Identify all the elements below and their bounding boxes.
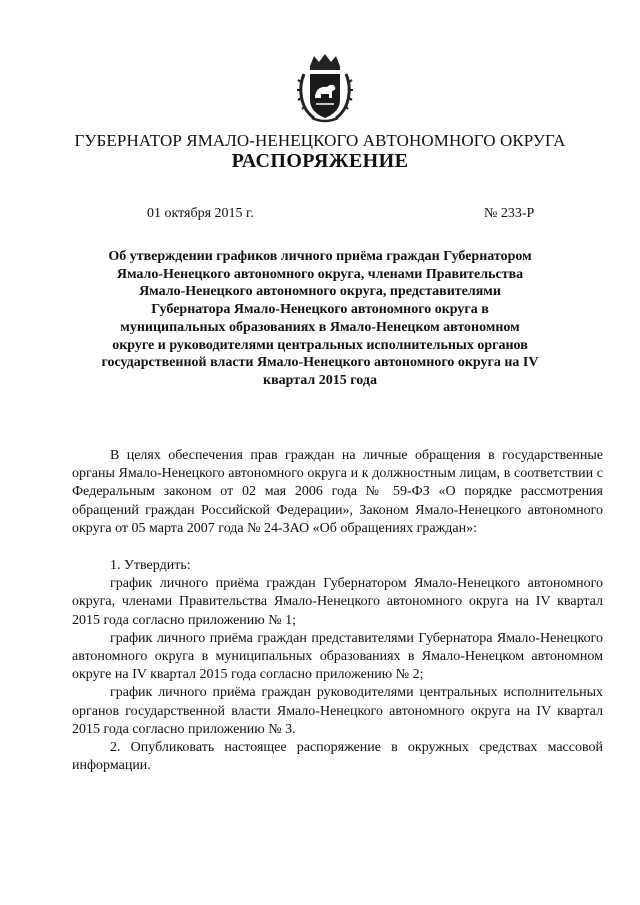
item-1-heading: 1. Утвердить:	[110, 558, 191, 574]
document-date: 01 октября 2015 г.	[147, 206, 254, 221]
preamble-paragraph: В целях обеспечения прав граждан на личные обращения в государственные органы Ямало-Ненецкого автономного округа и к должностным лицам, в соответствии с Федеральным законом от 02 мая 2006 года № 59-ФЗ «О порядке рассмотрения обращений граждан Российской Федерации», Законом Ямало-Ненецкого автономного округа от 05 марта 2007 года № 24-ЗАО «Об обращениях граждан»:	[72, 448, 603, 536]
document-subject: Об утверждении графиков личного приёма граждан Губернатором Ямало-Ненецкого автономного округа, членами Правительства Ямало-Ненецкого автономного округа, представителями Губернатора Ямало-Ненецкого автономного округа в муниципальных образованиях в Ямало-Ненецком автономном округе и руководителями центральных исполнительных органов государственной власти Ямало-Ненецкого автономного округа на IV квартал 2015 года	[101, 249, 539, 388]
coat-of-arms-icon	[296, 52, 354, 124]
document-body	[72, 447, 603, 775]
issuer-title: ГУБЕРНАТОР ЯМАЛО-НЕНЕЦКОГО АВТОНОМНОГО ОКРУГА	[74, 131, 566, 150]
item-1-schedule-c: график личного приёма граждан руководителями центральных исполнительных органов государственной власти Ямало-Ненецкого автономного округа на IV квартал 2015 года согласно приложению № 3.	[72, 685, 603, 737]
document-number: № 233-Р	[484, 206, 535, 221]
item-2-paragraph: 2. Опубликовать настоящее распоряжение в окружных средствах массовой информации.	[72, 740, 603, 774]
item-1-schedule-a: график личного приёма граждан Губернатором Ямало-Ненецкого автономного округа, членами Правительства Ямало-Ненецкого автономного округа на IV квартал 2015 года согласно приложению № 1;	[72, 576, 603, 628]
document-type: РАСПОРЯЖЕНИЕ	[231, 150, 409, 172]
item-1-schedule-b: график личного приёма граждан представителями Губернатора Ямало-Ненецкого автономного округа в муниципальных образованиях в Ямало-Ненецком автономном округе на IV квартал 2015 года согласно приложению № 2;	[72, 630, 603, 683]
